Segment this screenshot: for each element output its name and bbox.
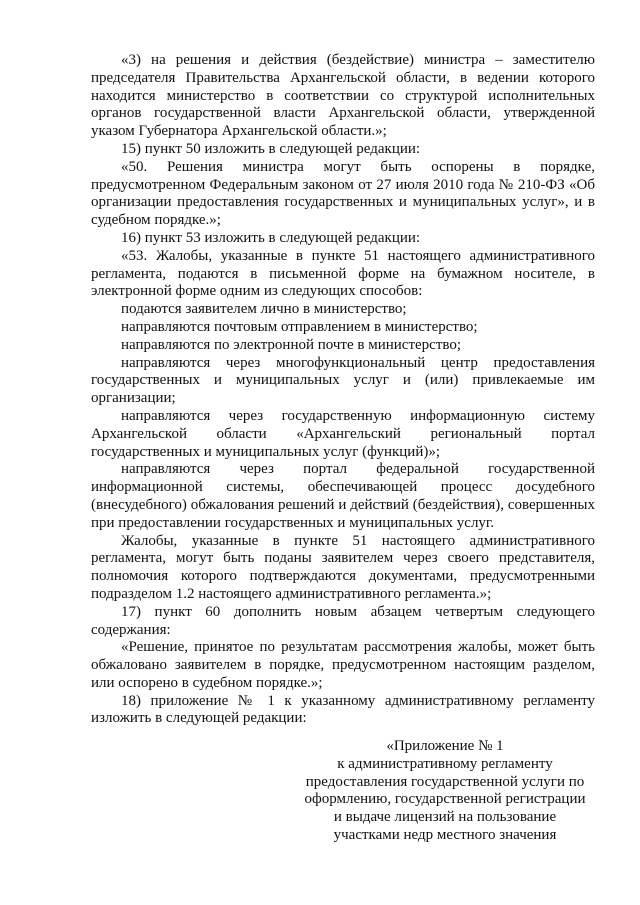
list-item-mfc: направляются через многофункциональный центр предоставления государственных и муниципальных услуг и (или) привлекаемые им организации;: [91, 354, 595, 407]
appendix-line: и выдаче лицензий на пользование: [333, 809, 557, 826]
body-text: [91, 52, 595, 728]
paragraph-point-60-addition: «Решение, принятое по результатам рассмотрения жалобы, может быть обжаловано заявителем в порядке, предусмотренном настоящим разделом, или оспорено в судебном порядке.»;: [91, 639, 595, 691]
appendix-line: оформлению, государственной регистрации: [304, 791, 586, 808]
appendix-line: к административному регламенту: [337, 755, 553, 772]
paragraph-point-50-text: «50. Решения министра могут быть оспорены в порядке, предусмотренном Федеральным законом от 27 июля 2010 года № 210-ФЗ «Об организации предоставления государственных и муниципальных услуг», и в судебном порядке.»;: [91, 158, 595, 229]
paragraph-point-17: 17) пункт 60 дополнить новым абзацем четвертым следующего содержания:: [91, 603, 595, 638]
appendix-heading: [290, 738, 600, 845]
paragraph-representative: Жалобы, указанные в пункте 51 настоящего административного регламента, могут быть поданы заявителем через своего представителя, полномочия которого подтверждаются документами, предусмотренными подразделом 1.2 настоящего административного регламента.»;: [91, 532, 595, 602]
appendix-line: предоставления государственной услуги по: [305, 773, 585, 790]
paragraph-point-16: 16) пункт 53 изложить в следующей редакции:: [121, 229, 421, 246]
paragraph-point-53-text: «53. Жалобы, указанные в пункте 51 настоящего административного регламента, подаются в письменной форме на бумажном носителе, в электронной форме одним из следующих способов:: [91, 247, 595, 300]
list-item-in-person: подаются заявителем лично в министерство;: [121, 301, 407, 318]
paragraph-item-3: «3) на решения и действия (бездействие) министра – заместителю председателя Правительства Архангельской области, в ведении которого находится министерство в соответствии со структурой исполнительных органов государственной власти Архангельской области, утвержденной указом Губернатора Архангельской области.»;: [91, 52, 595, 140]
paragraph-point-18: 18) приложение № 1 к указанному административному регламенту изложить в следующей редакции:: [91, 692, 595, 727]
appendix-line: участками недр местного значения: [333, 826, 557, 843]
list-item-by-post: направляются почтовым отправлением в министерство;: [121, 318, 478, 335]
list-item-by-email: направляются по электронной почте в министерство;: [121, 336, 462, 353]
paragraph-point-15: 15) пункт 50 изложить в следующей редакции:: [121, 140, 421, 157]
appendix-line: «Приложение № 1: [386, 738, 504, 754]
list-item-federal-portal: направляются через портал федеральной государственной информационной системы, обеспечивающей процесс досудебного (внесудебного) обжалования решений и действий (бездействия), совершенных при предоставлении государственных и муниципальных услуг.: [91, 461, 595, 531]
list-item-regional-portal: направляются через государственную информационную систему Архангельской области «Архангельский региональный портал государственных и муниципальных услуг (функций)»;: [91, 407, 595, 460]
